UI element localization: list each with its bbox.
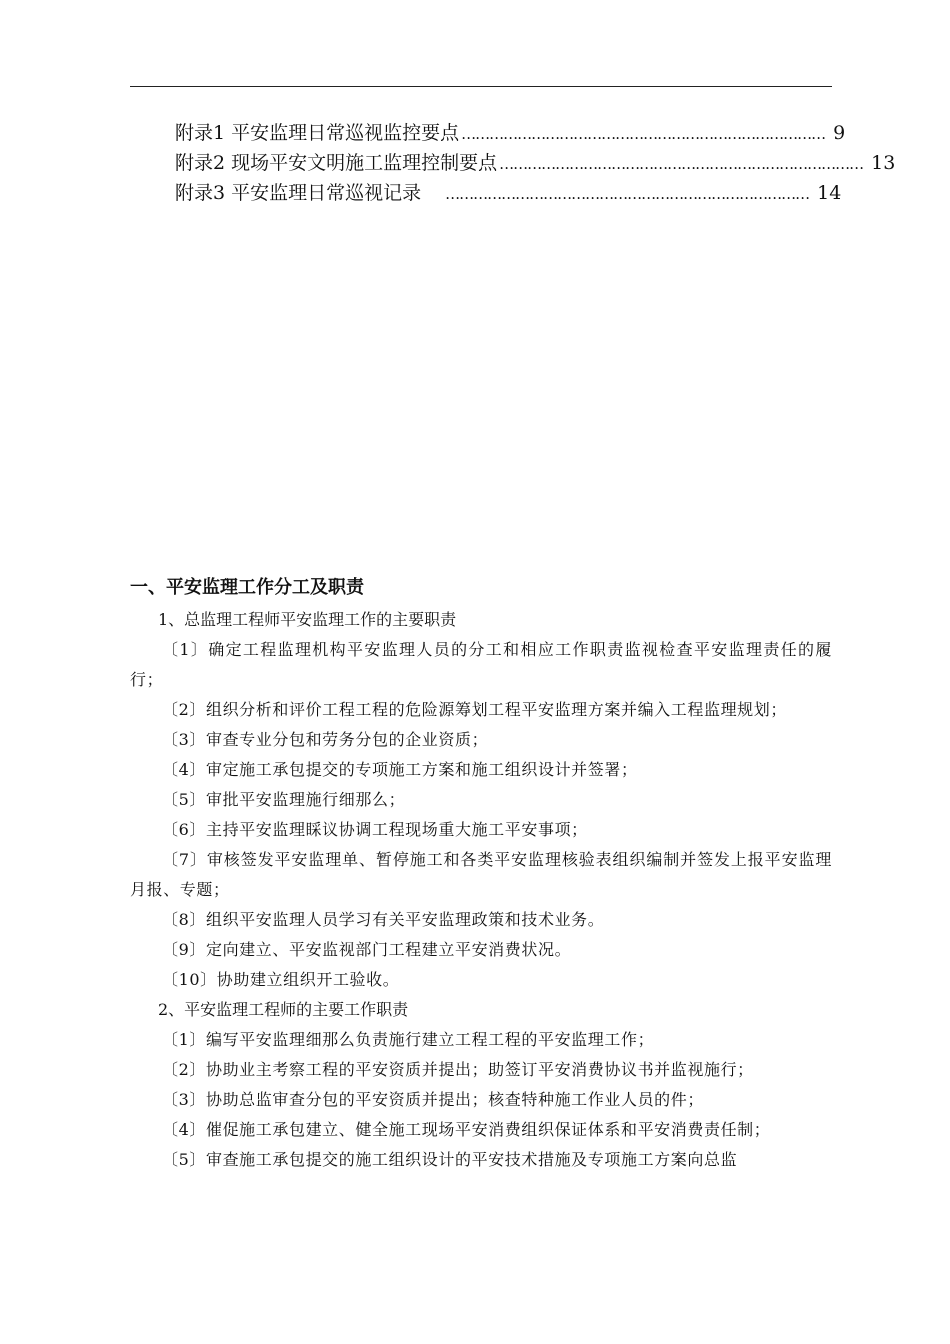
subsection-heading: 2、平安监理工程师的主要工作职责 [158,1000,409,1019]
toc-leader-dots: …………………………………………………………………… [499,155,864,173]
duty-item: 〔1〕确定工程监理机构平安监理人员的分工和相应工作职责监视检查平安监理责任的履行； [130,640,832,689]
duty-item: 〔2〕协助业主考察工程的平安资质并提出；助签订平安消费协议书并监视施行； [162,1060,754,1079]
duty-item: 〔9〕定向建立、平安监视部门工程建立平安消费状况。 [162,940,572,959]
toc-entry[interactable] [175,148,896,178]
duty-item: 〔3〕协助总监审查分包的平安资质并提出；核查特种施工作业人员的件； [162,1090,704,1109]
toc-entry[interactable] [175,118,846,148]
duty-item: 〔5〕审查施工承包提交的施工组织设计的平安技术措施及专项施工方案向总监 [162,1150,738,1169]
toc-entry[interactable] [175,178,842,208]
toc-entry-label: 附录1 平安监理日常巡视监控要点 [175,122,460,144]
toc-page-number: 13 [871,152,896,174]
duty-item: 〔5〕审批平安监理施行细那么； [162,790,406,809]
duty-item: 〔4〕催促施工承包建立、健全施工现场平安消费组织保证体系和平安消费责任制； [162,1120,771,1139]
duty-item: 〔7〕审核签发平安监理单、暂停施工和各类平安监理核验表组织编制并签发上报平安监理月报、专题； [130,850,832,899]
table-of-contents [175,118,896,208]
toc-entry-label: 附录3 平安监理日常巡视记录 [175,182,422,204]
toc-entry-label: 附录2 现场平安文明施工监理控制要点 [175,152,498,174]
toc-page-number: 14 [817,182,842,204]
duty-item: 〔1〕编写平安监理细那么负责施行建立工程工程的平安监理工作； [162,1030,655,1049]
duty-item: 〔2〕组织分析和评价工程工程的危险源筹划工程平安监理方案并编入工程监理规划； [162,700,787,719]
duty-item: 〔4〕审定施工承包提交的专项施工方案和施工组织设计并签署； [162,760,638,779]
section-body [130,605,832,1175]
duty-item: 〔8〕组织平安监理人员学习有关平安监理政策和技术业务。 [162,910,605,929]
toc-leader-dots: …………………………………………………………………… [461,125,826,143]
subsection-heading: 1、总监理工程师平安监理工作的主要职责 [158,610,457,629]
duty-item: 〔10〕协助建立组织开工验收。 [162,970,400,989]
duty-item: 〔3〕审查专业分包和劳务分包的企业资质； [162,730,489,749]
toc-page-number: 9 [833,122,846,144]
header-rule [130,86,832,87]
duty-item: 〔6〕主持平安监理睬议协调工程现场重大施工平安事项； [162,820,588,839]
toc-leader-dots: …………………………………………………………………… [445,185,810,203]
section-heading: 一、平安监理工作分工及职责 [130,577,364,598]
